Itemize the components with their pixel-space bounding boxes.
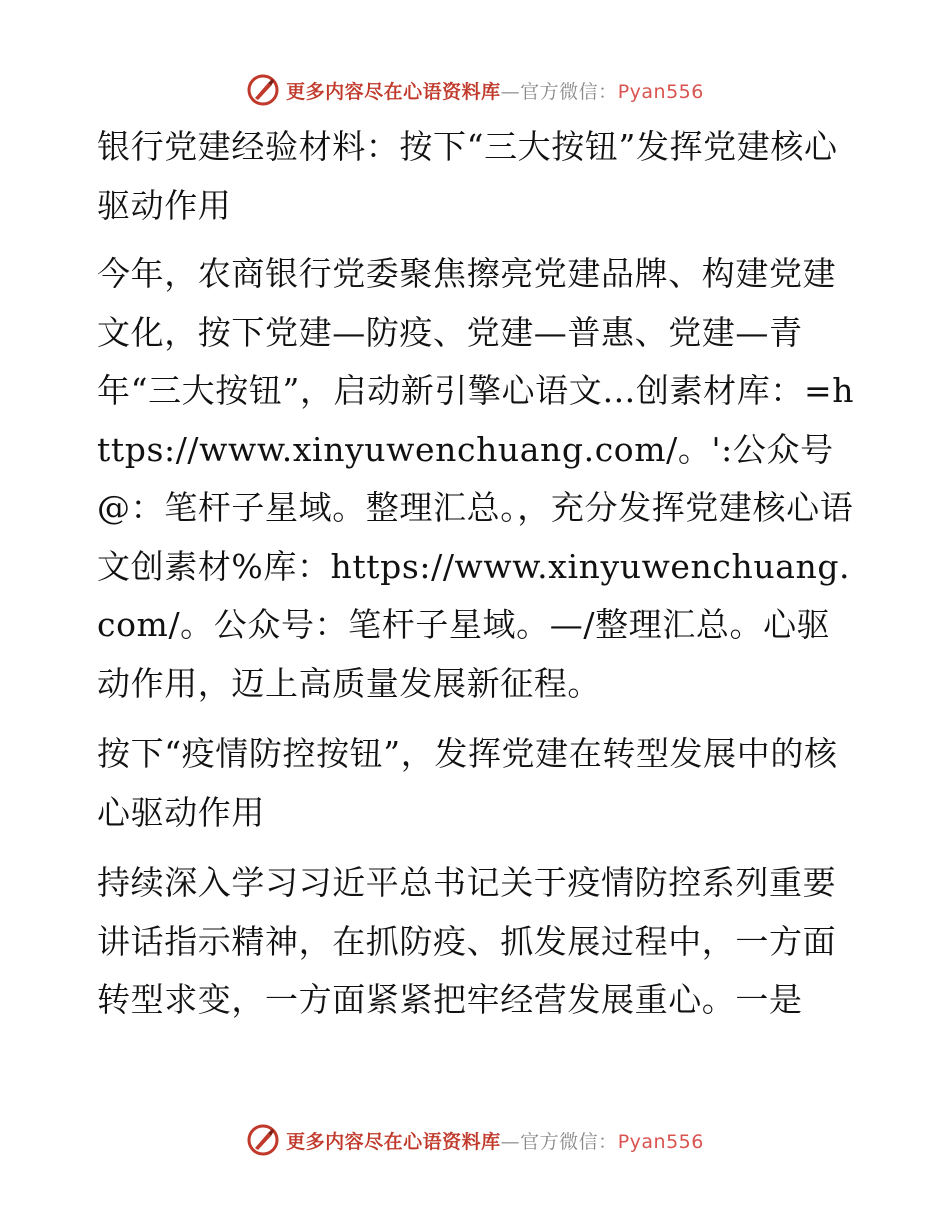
red-pen-seal-icon	[246, 73, 280, 107]
paragraph-intro: 今年，农商银行党委聚焦擦亮党建品牌、构建党建文化，按下党建—防疫、党建—普惠、党建—青年“三大按钮”，启动新引擎心语文…创素材库：=https://www.xinyuwenchuang.com/。':公众号@：笔杆子星域。整理汇总。，充分发挥党建核心语文创素材%库：https://www.xinyuwenchuang.com/。公众号：笔杆子星域。—/整理汇总。心驱动作用，迈上高质量发展新征程。	[97, 254, 855, 703]
footer-watermark-banner	[0, 1120, 950, 1160]
section-heading-epidemic: 按下“疫情防控按钮”，发挥党建在转型发展中的核心驱动作用	[97, 734, 838, 832]
document-body	[97, 118, 857, 1042]
banner-handle: Pyan556	[617, 80, 704, 103]
red-pen-seal-icon	[246, 1123, 280, 1157]
banner-separator: —	[500, 1130, 521, 1153]
document-title: 银行党建经验材料：按下“三大按钮”发挥党建核心驱动作用	[97, 127, 838, 225]
banner-label	[286, 1127, 704, 1154]
banner-side-text: 官方微信：	[520, 1130, 618, 1153]
banner-label	[286, 77, 704, 104]
banner-main-text: 更多内容尽在心语资料库	[286, 1130, 501, 1153]
paragraph-epidemic: 持续深入学习习近平总书记关于疫情防控系列重要讲话指示精神，在抓防疫、抓发展过程中，一方面转型求变，一方面紧紧把牢经营发展重心。一是	[97, 863, 837, 1019]
banner-handle: Pyan556	[617, 1130, 704, 1153]
banner-separator: —	[500, 80, 521, 103]
header-watermark-banner	[0, 70, 950, 110]
banner-main-text: 更多内容尽在心语资料库	[286, 80, 501, 103]
banner-side-text: 官方微信：	[520, 80, 618, 103]
